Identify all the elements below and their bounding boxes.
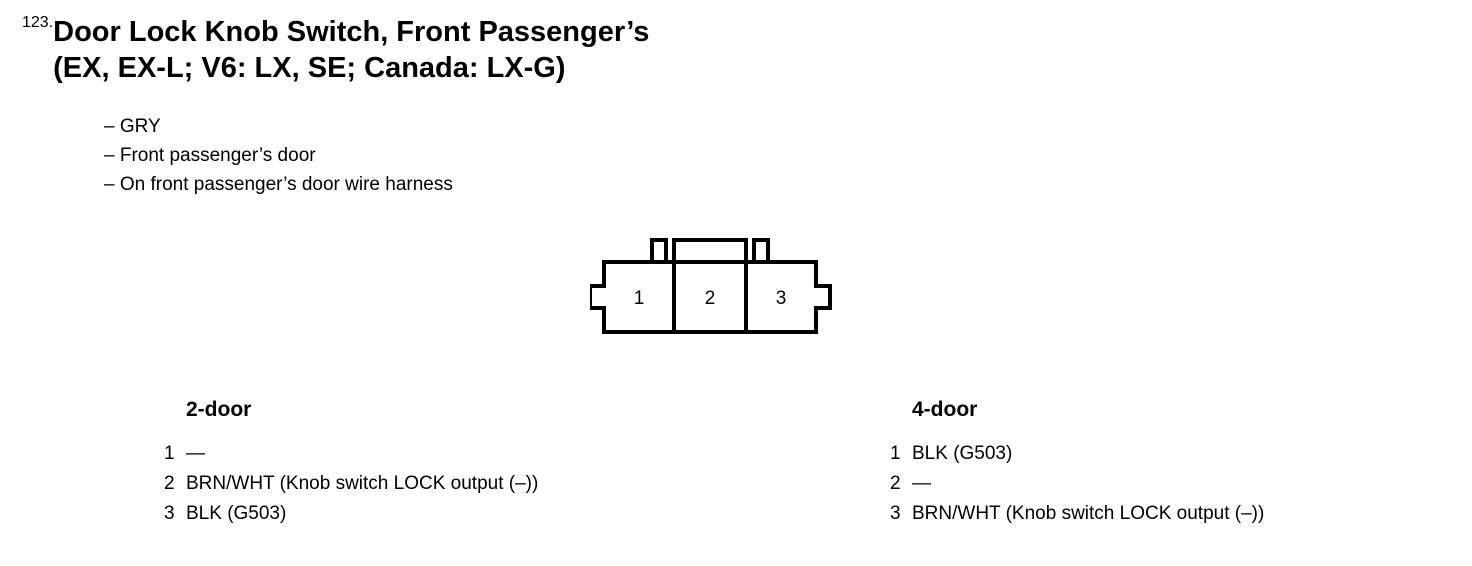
note-item: – On front passenger’s door wire harness (104, 174, 453, 195)
pin-table-2-door (164, 398, 538, 529)
heading-line-1: Door Lock Knob Switch, Front Passenger’s (53, 16, 650, 48)
notes-list (104, 112, 453, 199)
pin-row (890, 439, 1264, 469)
heading-text (53, 14, 649, 86)
pin-table-4-door (890, 398, 1264, 529)
pin-row (890, 499, 1264, 529)
page-title (22, 14, 649, 86)
pin-row (164, 499, 538, 529)
pin-description: — (912, 473, 931, 494)
pin-row (164, 439, 538, 469)
pin-number: 3 (890, 503, 901, 524)
pin-row (164, 469, 538, 499)
pin-table-title: 2-door (186, 398, 252, 421)
pin-number: 2 (890, 473, 901, 494)
note-item: – Front passenger’s door (104, 145, 316, 166)
note-item: – GRY (104, 116, 161, 137)
pin-description: BRN/WHT (Knob switch LOCK output (–)) (912, 503, 1265, 524)
pin-row (890, 469, 1264, 499)
pin-description: BRN/WHT (Knob switch LOCK output (–)) (186, 473, 539, 494)
pin-number: 3 (164, 503, 175, 524)
connector-pin-label: 1 (633, 288, 645, 309)
connector-diagram (590, 238, 850, 348)
pin-number: 1 (164, 443, 175, 464)
pin-number: 2 (164, 473, 175, 494)
connector-pin-label: 2 (704, 288, 716, 309)
heading-number: 123. (22, 14, 54, 31)
pin-description: BLK (G503) (186, 503, 287, 524)
heading-line-2: (EX, EX-L; V6: LX, SE; Canada: LX-G) (53, 52, 566, 84)
pin-number: 1 (890, 443, 901, 464)
pin-table-title: 4-door (912, 398, 978, 421)
pin-description: — (186, 443, 205, 464)
pin-description: BLK (G503) (912, 443, 1013, 464)
connector-pin-label: 3 (775, 288, 787, 309)
